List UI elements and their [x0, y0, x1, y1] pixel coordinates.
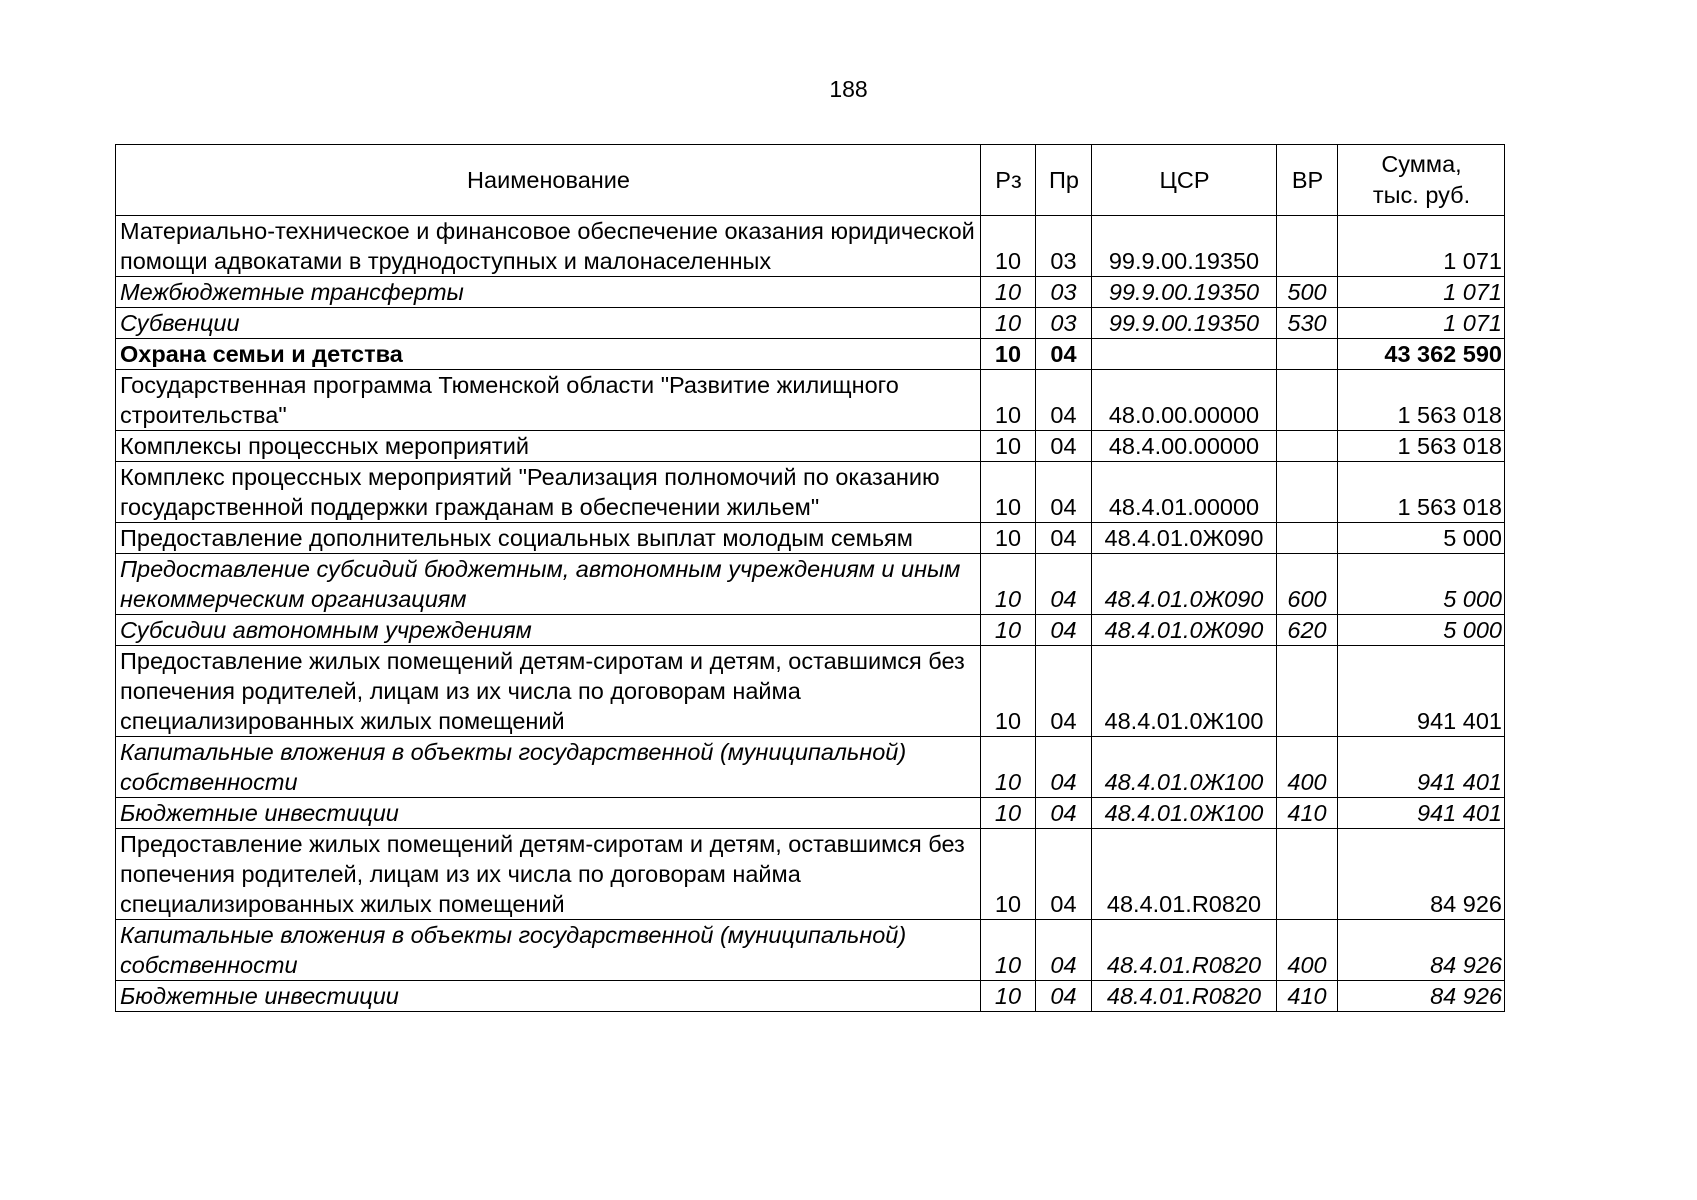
- cell-sum: 5 000: [1338, 523, 1505, 554]
- cell-rz: 10: [981, 920, 1036, 981]
- cell-name: Охрана семьи и детства: [116, 339, 981, 370]
- header-row: [116, 145, 1505, 216]
- cell-vr: [1277, 646, 1338, 737]
- cell-csr: [1092, 339, 1277, 370]
- cell-sum: 5 000: [1338, 615, 1505, 646]
- cell-sum: 43 362 590: [1338, 339, 1505, 370]
- cell-vr: [1277, 339, 1338, 370]
- cell-csr: 48.4.01.0Ж090: [1092, 554, 1277, 615]
- cell-name: Предоставление жилых помещений детям-сиротам и детям, оставшимся без попечения родителей, лицам из их числа по договорам найма специализированных жилых помещений: [116, 829, 981, 920]
- cell-rz: 10: [981, 370, 1036, 431]
- cell-vr: 620: [1277, 615, 1338, 646]
- cell-vr: 400: [1277, 920, 1338, 981]
- cell-csr: 99.9.00.19350: [1092, 216, 1277, 277]
- cell-rz: 10: [981, 737, 1036, 798]
- cell-name: Межбюджетные трансферты: [116, 277, 981, 308]
- cell-pr: 04: [1036, 339, 1092, 370]
- header-rz: Рз: [981, 145, 1036, 216]
- cell-vr: 400: [1277, 737, 1338, 798]
- cell-rz: 10: [981, 646, 1036, 737]
- cell-rz: 10: [981, 339, 1036, 370]
- cell-csr: 48.0.00.00000: [1092, 370, 1277, 431]
- cell-sum: 941 401: [1338, 646, 1505, 737]
- cell-sum: 941 401: [1338, 798, 1505, 829]
- cell-rz: 10: [981, 798, 1036, 829]
- table-row: [116, 920, 1505, 981]
- table-row: [116, 554, 1505, 615]
- header-vr: ВР: [1277, 145, 1338, 216]
- table-row: [116, 981, 1505, 1012]
- cell-csr: 48.4.01.0Ж100: [1092, 798, 1277, 829]
- cell-sum: 1 563 018: [1338, 431, 1505, 462]
- cell-csr: 48.4.01.0Ж090: [1092, 523, 1277, 554]
- table-row: [116, 431, 1505, 462]
- cell-rz: 10: [981, 216, 1036, 277]
- cell-vr: [1277, 431, 1338, 462]
- table-row: [116, 798, 1505, 829]
- cell-pr: 03: [1036, 216, 1092, 277]
- header-sum: [1338, 145, 1505, 216]
- cell-pr: 04: [1036, 370, 1092, 431]
- cell-pr: 03: [1036, 277, 1092, 308]
- cell-sum: 941 401: [1338, 737, 1505, 798]
- cell-sum: 84 926: [1338, 829, 1505, 920]
- table-row: [116, 277, 1505, 308]
- cell-name: Предоставление дополнительных социальных выплат молодым семьям: [116, 523, 981, 554]
- cell-pr: 04: [1036, 431, 1092, 462]
- cell-csr: 48.4.01.R0820: [1092, 829, 1277, 920]
- cell-csr: 99.9.00.19350: [1092, 308, 1277, 339]
- cell-name: Бюджетные инвестиции: [116, 981, 981, 1012]
- cell-name: Предоставление субсидий бюджетным, автономным учреждениям и иным некоммерческим организациям: [116, 554, 981, 615]
- table-row: [116, 462, 1505, 523]
- cell-rz: 10: [981, 615, 1036, 646]
- cell-pr: 04: [1036, 462, 1092, 523]
- cell-vr: [1277, 829, 1338, 920]
- cell-sum: 84 926: [1338, 920, 1505, 981]
- header-csr: ЦСР: [1092, 145, 1277, 216]
- cell-name: Капитальные вложения в объекты государственной (муниципальной) собственности: [116, 920, 981, 981]
- cell-name: Государственная программа Тюменской области "Развитие жилищного строительства": [116, 370, 981, 431]
- table-row: [116, 829, 1505, 920]
- header-name: Наименование: [116, 145, 981, 216]
- table-header: [116, 145, 1505, 216]
- cell-sum: 84 926: [1338, 981, 1505, 1012]
- cell-name: Субсидии автономным учреждениям: [116, 615, 981, 646]
- header-sum-line1: Сумма,: [1381, 151, 1462, 177]
- cell-vr: 500: [1277, 277, 1338, 308]
- cell-vr: [1277, 462, 1338, 523]
- cell-csr: 48.4.01.00000: [1092, 462, 1277, 523]
- cell-vr: 410: [1277, 981, 1338, 1012]
- table-row: [116, 370, 1505, 431]
- cell-pr: 04: [1036, 920, 1092, 981]
- cell-vr: [1277, 216, 1338, 277]
- cell-pr: 03: [1036, 308, 1092, 339]
- cell-pr: 04: [1036, 615, 1092, 646]
- page-number: 188: [829, 76, 868, 102]
- cell-rz: 10: [981, 431, 1036, 462]
- cell-name: Комплексы процессных мероприятий: [116, 431, 981, 462]
- cell-rz: 10: [981, 523, 1036, 554]
- cell-vr: 600: [1277, 554, 1338, 615]
- cell-rz: 10: [981, 829, 1036, 920]
- cell-sum: 1 071: [1338, 277, 1505, 308]
- cell-sum: 1 071: [1338, 216, 1505, 277]
- cell-pr: 04: [1036, 981, 1092, 1012]
- cell-name: Субвенции: [116, 308, 981, 339]
- cell-csr: 48.4.01.R0820: [1092, 981, 1277, 1012]
- cell-vr: [1277, 523, 1338, 554]
- cell-pr: 04: [1036, 737, 1092, 798]
- cell-csr: 48.4.01.R0820: [1092, 920, 1277, 981]
- cell-rz: 10: [981, 277, 1036, 308]
- cell-rz: 10: [981, 308, 1036, 339]
- cell-csr: 99.9.00.19350: [1092, 277, 1277, 308]
- cell-csr: 48.4.00.00000: [1092, 431, 1277, 462]
- cell-pr: 04: [1036, 646, 1092, 737]
- table-row: [116, 523, 1505, 554]
- table-row: [116, 646, 1505, 737]
- cell-csr: 48.4.01.0Ж100: [1092, 646, 1277, 737]
- cell-sum: 1 071: [1338, 308, 1505, 339]
- cell-rz: 10: [981, 981, 1036, 1012]
- cell-vr: 530: [1277, 308, 1338, 339]
- cell-name: Капитальные вложения в объекты государственной (муниципальной) собственности: [116, 737, 981, 798]
- cell-name: Комплекс процессных мероприятий "Реализация полномочий по оказанию государственной поддержки гражданам в обеспечении жильем": [116, 462, 981, 523]
- cell-vr: 410: [1277, 798, 1338, 829]
- table-row: [116, 339, 1505, 370]
- table-row: [116, 308, 1505, 339]
- cell-name: Материально-техническое и финансовое обеспечение оказания юридической помощи адвокатами в труднодоступных и малонаселенных: [116, 216, 981, 277]
- header-pr: Пр: [1036, 145, 1092, 216]
- cell-pr: 04: [1036, 829, 1092, 920]
- cell-rz: 10: [981, 462, 1036, 523]
- budget-table: [115, 144, 1505, 1012]
- cell-name: Бюджетные инвестиции: [116, 798, 981, 829]
- table-row: [116, 615, 1505, 646]
- cell-rz: 10: [981, 554, 1036, 615]
- header-sum-line2: тыс. руб.: [1372, 182, 1471, 208]
- cell-sum: 1 563 018: [1338, 462, 1505, 523]
- table-row: [116, 737, 1505, 798]
- table-body: [116, 216, 1505, 1012]
- cell-sum: 5 000: [1338, 554, 1505, 615]
- cell-name: Предоставление жилых помещений детям-сиротам и детям, оставшимся без попечения родителей, лицам из их числа по договорам найма специализированных жилых помещений: [116, 646, 981, 737]
- cell-csr: 48.4.01.0Ж090: [1092, 615, 1277, 646]
- cell-pr: 04: [1036, 798, 1092, 829]
- table-row: [116, 216, 1505, 277]
- cell-csr: 48.4.01.0Ж100: [1092, 737, 1277, 798]
- cell-pr: 04: [1036, 523, 1092, 554]
- cell-vr: [1277, 370, 1338, 431]
- cell-sum: 1 563 018: [1338, 370, 1505, 431]
- cell-pr: 04: [1036, 554, 1092, 615]
